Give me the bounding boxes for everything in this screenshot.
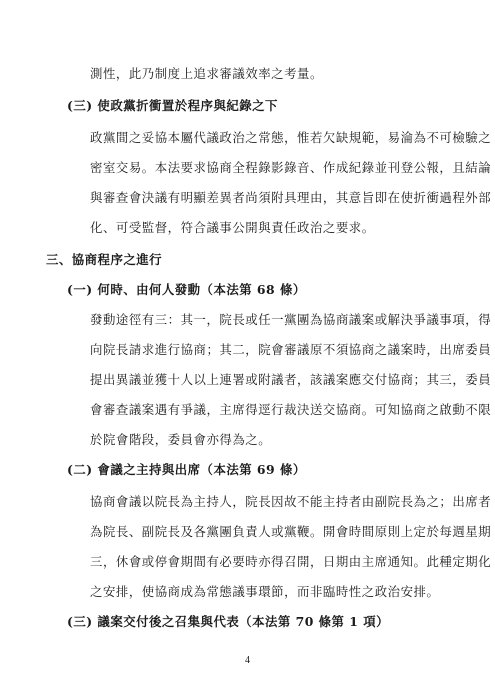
paragraph-line: 化、可受監督，符合議事公開與責任政治之要求。	[90, 220, 375, 235]
section-heading: 三、協商程序之進行	[46, 252, 163, 267]
section-subheading: (三) 議案交付後之召集與代表（本法第 70 條第 1 項）	[67, 614, 389, 629]
paragraph-line: 之安排，使協商成為常態議事環節，而非臨時性之政治安排。	[90, 584, 440, 599]
section-subheading: (一) 何時、由何人發動（本法第 68 條）	[67, 282, 306, 297]
paragraph-line: 三，休會或停會期間有必要時亦得召開，日期由主席通知。此種定期化	[90, 554, 492, 569]
paragraph-line: 測性，此乃制度上追求審議效率之考量。	[90, 66, 323, 81]
paragraph-line: 協商會議以院長為主持人，院長因故不能主持者由副院長為之；出席者	[90, 494, 492, 509]
paragraph-line: 密室交易。本法要求協商全程錄影錄音、作成紀錄並刊登公報，且結論	[90, 160, 492, 175]
paragraph-line: 與審查會決議有明顯差異者尚須附具理由，其意旨即在使折衝過程外部	[90, 190, 492, 205]
paragraph-line: 向院長請求進行協商；其二，院會審議原不須協商之議案時，出席委員	[90, 342, 492, 357]
paragraph-line: 會審查議案遇有爭議，主席得逕行裁決送交協商。可知協商之啟動不限	[90, 402, 492, 417]
section-subheading: (二) 會議之主持與出席（本法第 69 條）	[67, 462, 306, 477]
paragraph-line: 政黨間之妥協本屬代議政治之常態，惟若欠缺規範，易淪為不可檢驗之	[90, 130, 492, 145]
section-subheading: (三) 使政黨折衝置於程序與紀錄之下	[67, 98, 278, 113]
paragraph-line: 提出異議並獲十人以上連署或附議者，該議案應交付協商；其三，委員	[90, 372, 492, 387]
paragraph-line: 於院會階段，委員會亦得為之。	[90, 432, 272, 447]
page-number: 4	[245, 655, 250, 666]
paragraph-line: 為院長、副院長及各黨團負責人或黨鞭。開會時間原則上定於每週星期	[90, 524, 492, 539]
paragraph-line: 發動途徑有三：其一，院長或任一黨團為協商議案或解決爭議事項，得	[90, 312, 492, 327]
